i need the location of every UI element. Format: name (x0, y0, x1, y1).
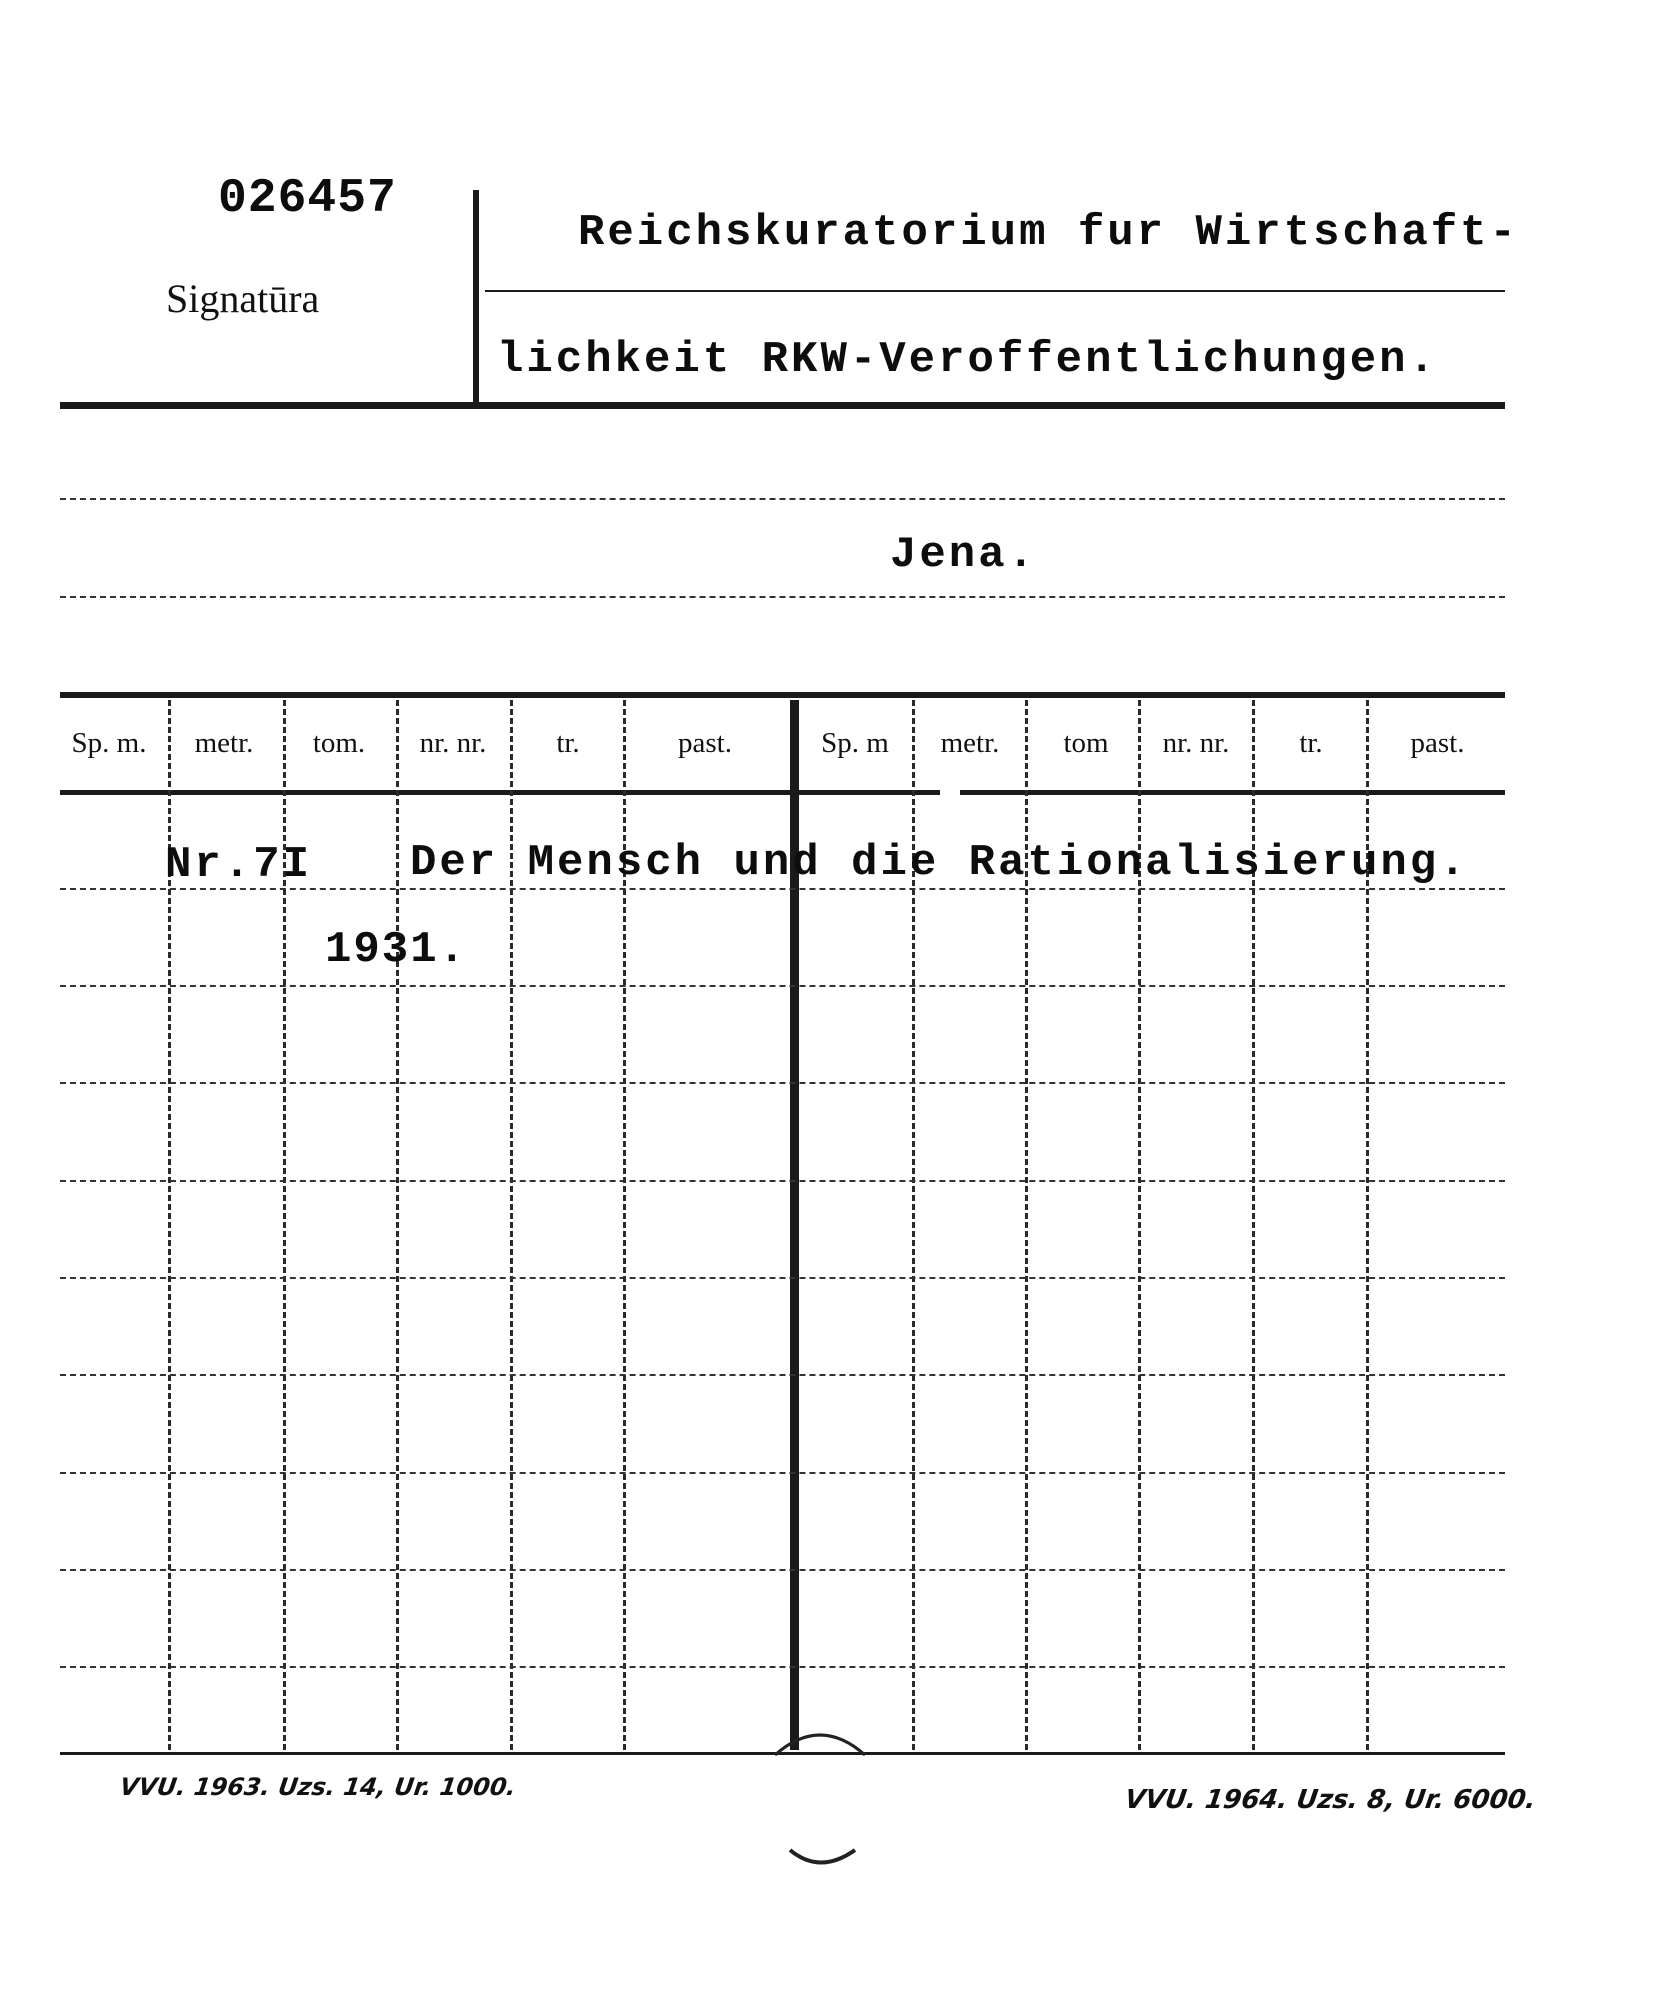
row-rule-5 (60, 1277, 1505, 1279)
col-head-nr-nr-1: nr. nr. (419, 727, 487, 759)
place-rule-top (60, 498, 1505, 500)
row-rule-2 (60, 985, 1505, 987)
signature-label: Signatūra (166, 276, 320, 321)
col-line-3 (396, 700, 399, 1750)
row-rule-9 (60, 1666, 1505, 1668)
col-head-metr-2: metr. (940, 727, 1000, 759)
col-head-past-2: past. (1410, 727, 1465, 759)
catalog-number: 026457 (218, 172, 397, 226)
place-text: Jena. (890, 530, 1038, 580)
stamp-left: VVU. 1963. Uzs. 14, Ur. 1000. (118, 1773, 518, 1801)
header-divider (473, 190, 479, 402)
title-line-2: lichkeit RKW-Veroffentlichungen. (497, 335, 1438, 385)
col-head-tr-2: tr. (1299, 727, 1323, 759)
header-row-rule-right (960, 790, 1505, 795)
header-bottom-rule (60, 402, 1505, 409)
entry-year: 1931. (325, 925, 468, 975)
col-head-tr-1: tr. (556, 727, 580, 759)
row-rule-4 (60, 1180, 1505, 1182)
col-head-sp-m-1: Sp. m. (71, 727, 147, 759)
title-line-1: Reichskuratorium fur Wirtschaft- (578, 208, 1519, 258)
row-rule-3 (60, 1082, 1505, 1084)
punch-hole-icon (765, 1715, 875, 1875)
place-rule-bottom (60, 596, 1505, 598)
col-head-nr-nr-2: nr. nr. (1162, 727, 1230, 759)
col-head-sp-m-2: Sp. m (821, 727, 889, 759)
entry-number: Nr.7I (165, 840, 313, 890)
row-rule-7 (60, 1472, 1505, 1474)
row-rule-8 (60, 1569, 1505, 1571)
col-head-past-1: past. (678, 727, 732, 759)
row-rule-6 (60, 1374, 1505, 1376)
col-head-tom-1: tom. (312, 727, 366, 759)
table-top-rule (60, 692, 1505, 698)
col-head-metr-1: metr. (194, 727, 254, 759)
header-row-rule (60, 790, 940, 795)
entry-title: Der Mensch und die Rationalisierung. (410, 838, 1469, 888)
col-head-tom-2: tom (1063, 727, 1109, 759)
stamp-right: VVU. 1964. Uzs. 8, Ur. 6000. (1122, 1785, 1538, 1815)
title-rule (485, 290, 1505, 292)
